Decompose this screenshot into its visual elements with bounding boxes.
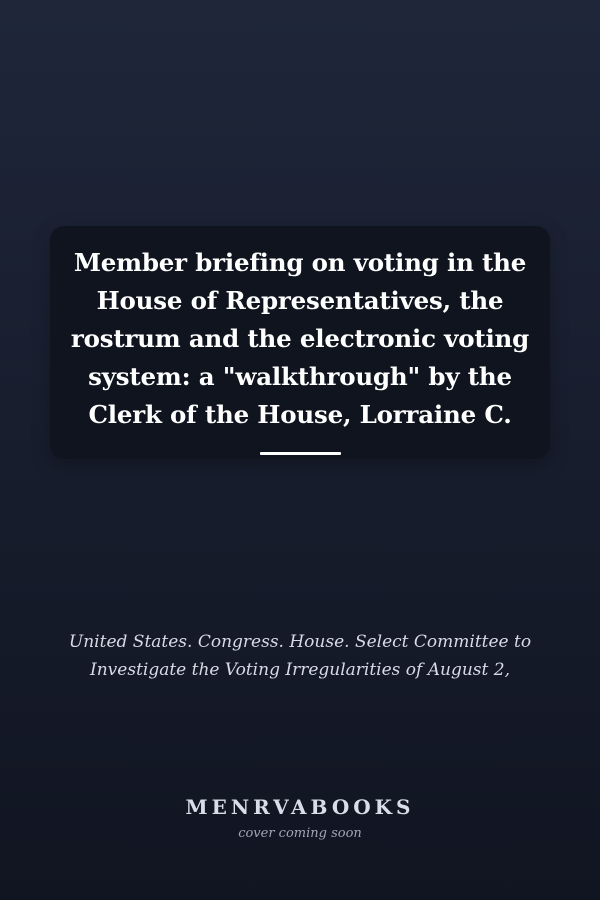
title-panel <box>50 226 550 459</box>
book-title: Member briefing on voting in the House of Representatives, the rostrum and the electronic voting system: a "walkthrough" by the Clerk of the House, Lorraine C. <box>70 248 530 429</box>
cover-status-note: cover coming soon <box>238 826 362 841</box>
publisher-brand: MENRVABOOKS <box>185 795 415 819</box>
book-author: United States. Congress. House. Select Committee to Investigate the Voting Irregularities of August 2, <box>68 632 532 680</box>
title-divider <box>260 452 341 455</box>
